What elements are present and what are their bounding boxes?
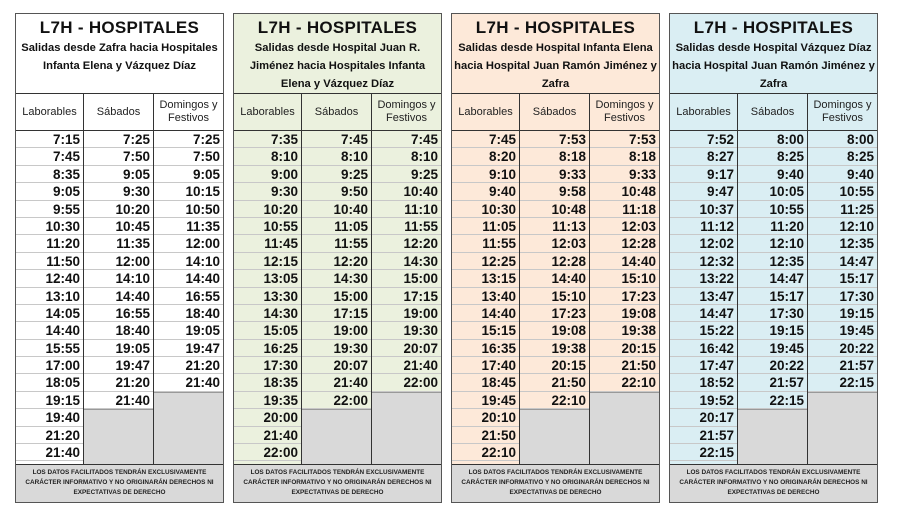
route-description: Salidas desde Zafra hacia Hospitales Infanta Elena y Vázquez Díaz (21, 42, 218, 72)
departure-time: 11:35 (154, 218, 223, 235)
departure-time: 15:00 (302, 288, 371, 305)
departure-time: 17:15 (372, 288, 441, 305)
departure-time: 17:30 (738, 305, 807, 322)
departure-time: 14:47 (670, 305, 737, 322)
departure-time: 22:00 (234, 444, 301, 461)
schedule-column-sunday-holiday (154, 131, 223, 464)
departure-time: 15:17 (738, 288, 807, 305)
line-title: L7H - HOSPITALES (39, 18, 200, 37)
disclaimer: LOS DATOS FACILITADOS TENDRÁN EXCLUSIVAMENTE CARÁCTER INFORMATIVO Y NO ORIGINARÁN DERECHOS NI EXPECTATIVAS DE DERECHO (234, 465, 441, 502)
departure-time: 10:55 (738, 201, 807, 218)
departure-time: 18:05 (16, 374, 83, 391)
departure-time: 12:03 (590, 218, 659, 235)
departure-time: 19:35 (234, 392, 301, 409)
departure-time: 8:18 (520, 148, 589, 165)
departure-time: 14:40 (452, 305, 519, 322)
departure-time: 16:55 (84, 305, 153, 322)
departure-time: 19:08 (520, 322, 589, 339)
departure-time: 8:18 (590, 148, 659, 165)
departure-time: 18:40 (154, 305, 223, 322)
departure-time: 9:05 (154, 166, 223, 183)
schedule-column-weekday (234, 131, 302, 464)
empty-cell (302, 409, 371, 464)
departure-time: 14:10 (84, 270, 153, 287)
departure-time: 13:40 (452, 288, 519, 305)
departure-time: 12:00 (154, 235, 223, 252)
departure-time: 21:40 (84, 392, 153, 409)
departure-time: 20:22 (808, 340, 877, 357)
departure-time: 9:00 (234, 166, 301, 183)
departure-time: 14:40 (154, 270, 223, 287)
departure-time: 15:17 (808, 270, 877, 287)
line-title: L7H - HOSPITALES (693, 18, 854, 37)
departure-time: 19:52 (670, 392, 737, 409)
departure-time: 10:55 (808, 183, 877, 200)
departure-time: 16:35 (452, 340, 519, 357)
departure-time: 21:40 (16, 444, 83, 461)
departure-time: 11:20 (738, 218, 807, 235)
column-header-sunday-holiday: Domingos y Festivos (159, 99, 218, 124)
departure-time: 12:10 (738, 235, 807, 252)
departure-time: 21:50 (520, 374, 589, 391)
departure-time: 21:57 (738, 374, 807, 391)
departure-time: 19:40 (16, 409, 83, 426)
schedule-grid (234, 131, 441, 465)
departure-time: 9:17 (670, 166, 737, 183)
departure-time: 9:05 (84, 166, 153, 183)
empty-cell (84, 409, 153, 464)
departure-time: 12:35 (808, 235, 877, 252)
departure-time: 13:47 (670, 288, 737, 305)
departure-time: 21:40 (234, 427, 301, 444)
departure-time: 20:22 (738, 357, 807, 374)
departure-time: 11:55 (452, 235, 519, 252)
departure-time: 12:28 (590, 235, 659, 252)
schedule-column-saturday (302, 131, 372, 464)
departure-time: 19:00 (372, 305, 441, 322)
departure-time: 12:20 (302, 253, 371, 270)
departure-time: 13:10 (16, 288, 83, 305)
column-header-saturday: Sábados (302, 94, 372, 130)
departure-time: 19:47 (84, 357, 153, 374)
departure-time: 19:38 (590, 322, 659, 339)
departure-time: 22:10 (452, 444, 519, 461)
schedule-column-weekday (452, 131, 520, 464)
departure-time: 7:53 (520, 131, 589, 148)
departure-time: 12:03 (520, 235, 589, 252)
column-headers (670, 94, 877, 131)
column-header-saturday: Sábados (738, 94, 808, 130)
column-header-sunday-holiday: Domingos y Festivos (813, 99, 872, 124)
departure-time: 20:07 (372, 340, 441, 357)
departure-time: 11:35 (84, 235, 153, 252)
schedule-column-sunday-holiday (372, 131, 441, 464)
departure-time: 10:48 (520, 201, 589, 218)
departure-time: 19:15 (738, 322, 807, 339)
departure-time: 15:10 (520, 288, 589, 305)
schedule-grid (16, 131, 223, 465)
departure-time: 9:25 (372, 166, 441, 183)
departure-time: 9:58 (520, 183, 589, 200)
column-header-weekday: Laborables (16, 94, 84, 130)
departure-time: 22:10 (520, 392, 589, 409)
departure-time: 15:10 (590, 270, 659, 287)
departure-time: 20:00 (234, 409, 301, 426)
departure-time: 7:45 (302, 131, 371, 148)
departure-time: 9:10 (452, 166, 519, 183)
departure-time: 9:33 (520, 166, 589, 183)
departure-time: 10:55 (234, 218, 301, 235)
departure-time: 18:45 (452, 374, 519, 391)
departure-time: 9:40 (452, 183, 519, 200)
departure-time: 8:10 (372, 148, 441, 165)
departure-time: 10:30 (16, 218, 83, 235)
departure-time: 19:38 (520, 340, 589, 357)
departure-time: 12:28 (520, 253, 589, 270)
departure-time: 8:00 (738, 131, 807, 148)
panel-header (670, 14, 877, 94)
departure-time: 13:05 (234, 270, 301, 287)
departure-time: 15:55 (16, 340, 83, 357)
schedule-column-sunday-holiday (808, 131, 877, 464)
departure-time: 19:05 (154, 322, 223, 339)
departure-time: 9:30 (84, 183, 153, 200)
departure-time: 17:30 (234, 357, 301, 374)
departure-time: 19:45 (452, 392, 519, 409)
departure-time: 12:40 (16, 270, 83, 287)
departure-time: 11:12 (670, 218, 737, 235)
schedule-grid (452, 131, 659, 465)
departure-time: 10:20 (84, 201, 153, 218)
departure-time: 21:40 (372, 357, 441, 374)
departure-time: 14:47 (808, 253, 877, 270)
panel-header (234, 14, 441, 94)
departure-time: 7:15 (16, 131, 83, 148)
departure-time: 20:07 (302, 357, 371, 374)
departure-time: 9:40 (808, 166, 877, 183)
departure-time: 19:15 (16, 392, 83, 409)
departure-time: 21:57 (808, 357, 877, 374)
departure-time: 7:45 (16, 148, 83, 165)
empty-cell (372, 392, 441, 464)
departure-time: 11:18 (590, 201, 659, 218)
departure-time: 12:25 (452, 253, 519, 270)
departure-time: 9:25 (302, 166, 371, 183)
column-header-sunday-holiday: Domingos y Festivos (377, 99, 436, 124)
departure-time: 21:57 (670, 427, 737, 444)
departure-time: 20:15 (520, 357, 589, 374)
departure-time: 11:45 (234, 235, 301, 252)
departure-time: 19:47 (154, 340, 223, 357)
departure-time: 10:05 (738, 183, 807, 200)
departure-time: 7:50 (84, 148, 153, 165)
departure-time: 11:05 (452, 218, 519, 235)
departure-time: 16:42 (670, 340, 737, 357)
schedule-column-saturday (738, 131, 808, 464)
departure-time: 7:53 (590, 131, 659, 148)
column-headers (16, 94, 223, 131)
departure-time: 17:23 (590, 288, 659, 305)
departure-time: 12:00 (84, 253, 153, 270)
departure-time: 14:30 (372, 253, 441, 270)
departure-time: 11:10 (372, 201, 441, 218)
departure-time: 15:15 (452, 322, 519, 339)
departure-time: 21:20 (84, 374, 153, 391)
departure-time: 7:25 (154, 131, 223, 148)
empty-cell (738, 409, 807, 464)
route-description: Salidas desde Hospital Infanta Elena hacia Hospital Juan Ramón Jiménez y Zafra (454, 42, 657, 90)
departure-time: 7:45 (452, 131, 519, 148)
panel-header (16, 14, 223, 94)
departure-time: 12:02 (670, 235, 737, 252)
departure-time: 19:15 (808, 305, 877, 322)
departure-time: 11:20 (16, 235, 83, 252)
schedule-column-weekday (670, 131, 738, 464)
departure-time: 12:20 (372, 235, 441, 252)
departure-time: 21:50 (590, 357, 659, 374)
departure-time: 17:47 (670, 357, 737, 374)
departure-time: 15:05 (234, 322, 301, 339)
departure-time: 8:25 (808, 148, 877, 165)
departure-time: 21:20 (16, 427, 83, 444)
departure-time: 17:23 (520, 305, 589, 322)
column-header-weekday: Laborables (670, 94, 738, 130)
departure-time: 14:40 (16, 322, 83, 339)
schedule-column-sunday-holiday (590, 131, 659, 464)
departure-time: 9:30 (234, 183, 301, 200)
departure-time: 22:15 (670, 444, 737, 461)
departure-time: 22:00 (302, 392, 371, 409)
departure-time: 19:45 (738, 340, 807, 357)
departure-time: 11:13 (520, 218, 589, 235)
departure-time: 22:15 (738, 392, 807, 409)
departure-time: 18:35 (234, 374, 301, 391)
departure-time: 14:40 (590, 253, 659, 270)
departure-time: 12:10 (808, 218, 877, 235)
empty-cell (154, 392, 223, 464)
departure-time: 19:05 (84, 340, 153, 357)
departure-time: 10:48 (590, 183, 659, 200)
departure-time: 10:20 (234, 201, 301, 218)
departure-time: 13:15 (452, 270, 519, 287)
departure-time: 12:15 (234, 253, 301, 270)
departure-time: 17:30 (808, 288, 877, 305)
departure-time: 22:15 (808, 374, 877, 391)
departure-time: 17:15 (302, 305, 371, 322)
departure-time: 8:00 (808, 131, 877, 148)
departure-time: 20:17 (670, 409, 737, 426)
departure-time: 19:08 (590, 305, 659, 322)
departure-time: 7:25 (84, 131, 153, 148)
departure-time: 9:50 (302, 183, 371, 200)
departure-time: 14:30 (234, 305, 301, 322)
column-header-saturday: Sábados (84, 94, 154, 130)
departure-time: 10:30 (452, 201, 519, 218)
route-description: Salidas desde Hospital Vázquez Díaz hacia Hospital Juan Ramón Jiménez y Zafra (672, 42, 875, 90)
departure-time: 15:00 (372, 270, 441, 287)
departure-time: 7:35 (234, 131, 301, 148)
departure-time: 17:40 (452, 357, 519, 374)
disclaimer: LOS DATOS FACILITADOS TENDRÁN EXCLUSIVAMENTE CARÁCTER INFORMATIVO Y NO ORIGINARÁN DERECHOS NI EXPECTATIVAS DE DERECHO (16, 465, 223, 502)
schedule-column-saturday (520, 131, 590, 464)
disclaimer: LOS DATOS FACILITADOS TENDRÁN EXCLUSIVAMENTE CARÁCTER INFORMATIVO Y NO ORIGINARÁN DERECHOS NI EXPECTATIVAS DE DERECHO (452, 465, 659, 502)
departure-time: 17:00 (16, 357, 83, 374)
departure-time: 10:40 (372, 183, 441, 200)
schedule-column-saturday (84, 131, 154, 464)
departure-time: 19:45 (808, 322, 877, 339)
disclaimer: LOS DATOS FACILITADOS TENDRÁN EXCLUSIVAMENTE CARÁCTER INFORMATIVO Y NO ORIGINARÁN DERECHOS NI EXPECTATIVAS DE DERECHO (670, 465, 877, 502)
column-headers (452, 94, 659, 131)
departure-time: 14:47 (738, 270, 807, 287)
departure-time: 8:20 (452, 148, 519, 165)
departure-time: 10:50 (154, 201, 223, 218)
departure-time: 11:25 (808, 201, 877, 218)
line-title: L7H - HOSPITALES (257, 18, 418, 37)
panel-header (452, 14, 659, 94)
departure-time: 14:10 (154, 253, 223, 270)
timetable-panel (451, 13, 660, 503)
line-title: L7H - HOSPITALES (475, 18, 636, 37)
departure-time: 21:50 (452, 427, 519, 444)
departure-time: 19:30 (372, 322, 441, 339)
departure-time: 19:00 (302, 322, 371, 339)
empty-cell (520, 409, 589, 464)
departure-time: 14:30 (302, 270, 371, 287)
departure-time: 11:55 (302, 235, 371, 252)
departure-time: 9:33 (590, 166, 659, 183)
column-header-saturday: Sábados (520, 94, 590, 130)
departure-time: 14:40 (520, 270, 589, 287)
departure-time: 8:10 (302, 148, 371, 165)
departure-time: 13:22 (670, 270, 737, 287)
departure-time: 18:52 (670, 374, 737, 391)
departure-time: 20:10 (452, 409, 519, 426)
departure-time: 9:55 (16, 201, 83, 218)
departure-time: 10:37 (670, 201, 737, 218)
column-headers (234, 94, 441, 131)
departure-time: 8:10 (234, 148, 301, 165)
departure-time: 10:45 (84, 218, 153, 235)
departure-time: 13:30 (234, 288, 301, 305)
departure-time: 9:40 (738, 166, 807, 183)
departure-time: 20:15 (590, 340, 659, 357)
departure-time: 9:47 (670, 183, 737, 200)
departure-time: 11:50 (16, 253, 83, 270)
empty-cell (808, 392, 877, 464)
schedule-grid (670, 131, 877, 465)
departure-time: 15:22 (670, 322, 737, 339)
departure-time: 12:32 (670, 253, 737, 270)
departure-time: 18:40 (84, 322, 153, 339)
departure-time: 19:30 (302, 340, 371, 357)
departure-time: 8:27 (670, 148, 737, 165)
column-header-sunday-holiday: Domingos y Festivos (595, 99, 654, 124)
departure-time: 21:40 (154, 374, 223, 391)
schedule-column-weekday (16, 131, 84, 464)
departure-time: 7:50 (154, 148, 223, 165)
column-header-weekday: Laborables (452, 94, 520, 130)
empty-cell (590, 392, 659, 464)
timetable-panel (233, 13, 442, 503)
departure-time: 11:55 (372, 218, 441, 235)
departure-time: 14:40 (84, 288, 153, 305)
departure-time: 16:55 (154, 288, 223, 305)
departure-time: 9:05 (16, 183, 83, 200)
timetable-panel (669, 13, 878, 503)
departure-time: 10:40 (302, 201, 371, 218)
departure-time: 10:15 (154, 183, 223, 200)
departure-time: 16:25 (234, 340, 301, 357)
departure-time: 21:20 (154, 357, 223, 374)
departure-time: 14:05 (16, 305, 83, 322)
departure-time: 7:45 (372, 131, 441, 148)
departure-time: 11:05 (302, 218, 371, 235)
route-description: Salidas desde Hospital Juan R. Jiménez hacia Hospitales Infanta Elena y Vázquez Díaz (249, 42, 426, 90)
departure-time: 8:35 (16, 166, 83, 183)
departure-time: 22:10 (590, 374, 659, 391)
column-header-weekday: Laborables (234, 94, 302, 130)
departure-time: 12:35 (738, 253, 807, 270)
departure-time: 8:25 (738, 148, 807, 165)
departure-time: 22:00 (372, 374, 441, 391)
departure-time: 21:40 (302, 374, 371, 391)
departure-time: 7:52 (670, 131, 737, 148)
timetable-panel (15, 13, 224, 503)
